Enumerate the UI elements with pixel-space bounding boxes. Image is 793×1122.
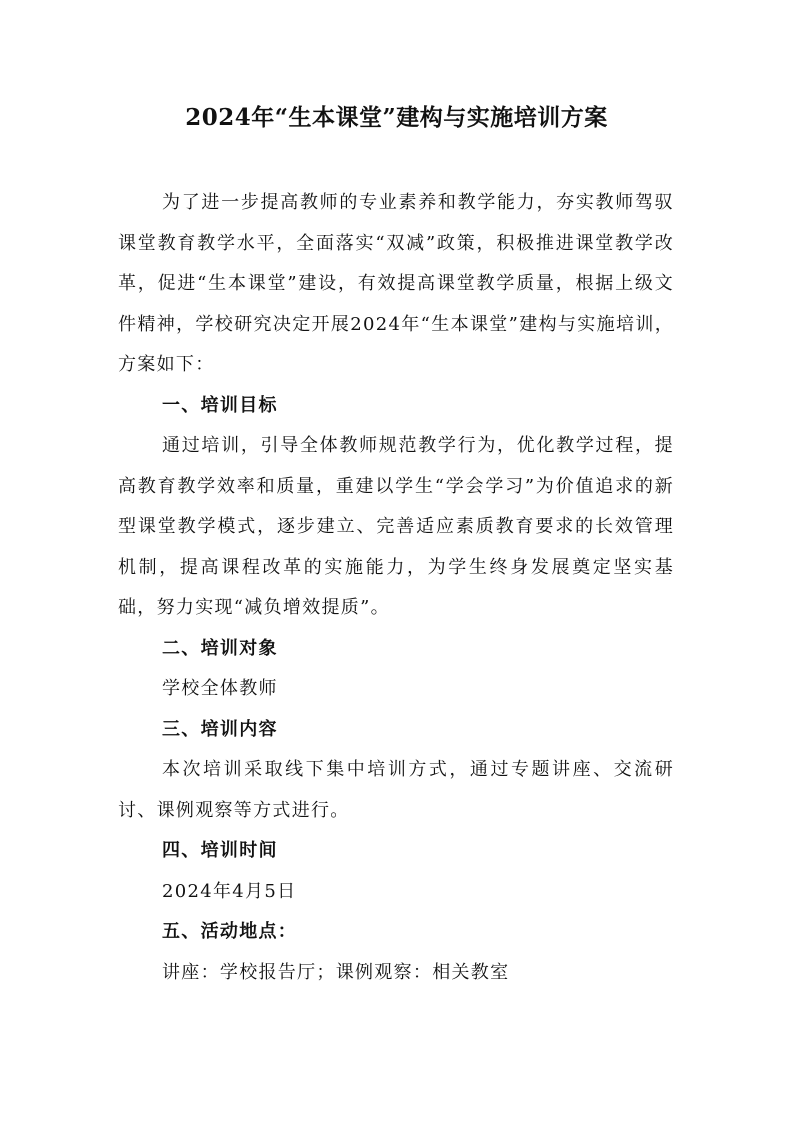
section-heading-goals: 一、培训目标 [162, 394, 278, 416]
section-text-goals: 通过培训，引导全体教师规范教学行为，优化教学过程，提高教育教学效率和质量，重建以学生“学会学习”为价值追求的新型课堂教学模式，逐步建立、完善适应素质教育要求的长效管理机制，提高课程改革的实施能力，为学生终身发展奠定坚实基础，努力实现“减负增效提质”。 [118, 435, 674, 618]
section-heading-time: 四、培训时间 [162, 840, 278, 861]
section-heading-content: 三、培训内容 [162, 718, 278, 740]
intro-paragraph: 为了进一步提高教师的专业素养和教学能力，夯实教师驾驭课堂教育教学水平，全面落实“双减”政策，积极推进课堂教学改革，促进“生本课堂”建设，有效提高课堂教学质量，根据上级文件精神，学校研究决定开展2024年“生本课堂”建构与实施培训，方案如下： [118, 192, 674, 375]
section-text-location: 讲座：学校报告厅；课例观察：相关教室 [162, 961, 510, 983]
document-body [118, 183, 674, 993]
section-text-content: 本次培训采取线下集中培训方式，通过专题讲座、交流研讨、课例观察等方式进行。 [118, 759, 674, 821]
document-title: 2024年“生本课堂”建构与实施培训方案 [185, 104, 608, 131]
section-text-audience: 学校全体教师 [162, 678, 278, 699]
section-heading-audience: 二、培训对象 [162, 637, 278, 659]
section-heading-location: 五、活动地点： [162, 921, 298, 942]
section-text-time: 2024年4月5日 [162, 880, 297, 902]
